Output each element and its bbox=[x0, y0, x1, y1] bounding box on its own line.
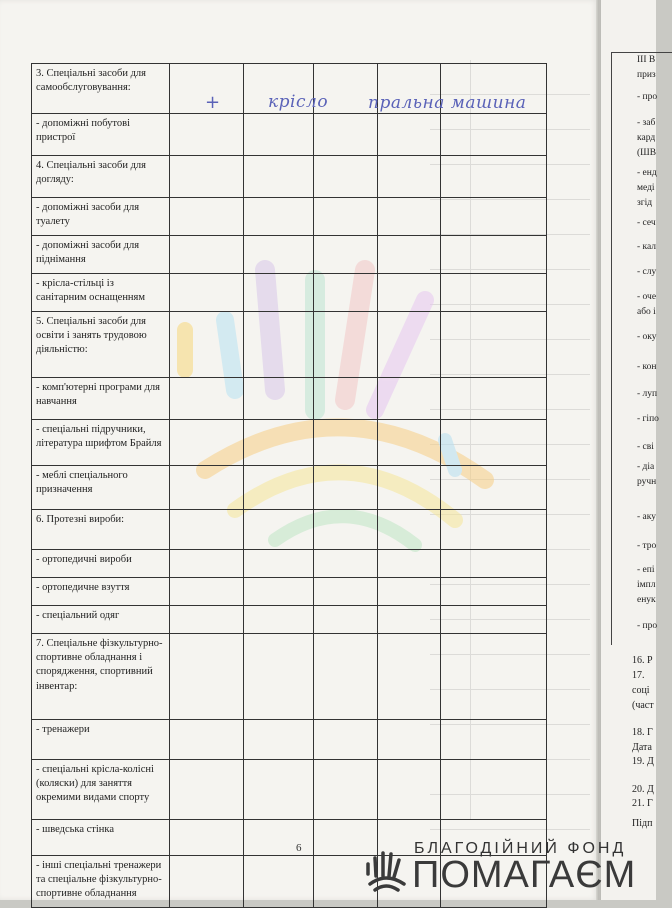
blank-cell bbox=[170, 720, 244, 760]
right-page-line-text: 19. Д bbox=[632, 756, 654, 767]
blank-cell bbox=[378, 510, 441, 550]
blank-cell bbox=[441, 274, 547, 312]
blank-cell bbox=[244, 856, 314, 908]
right-page-line-text: Підп bbox=[632, 818, 653, 829]
blank-cell bbox=[170, 114, 244, 156]
blank-cell bbox=[441, 466, 547, 510]
blank-cell bbox=[441, 760, 547, 820]
blank-cell bbox=[244, 820, 314, 856]
table-row bbox=[32, 236, 547, 274]
blank-cell bbox=[244, 720, 314, 760]
row-label: - спеціальні крісла-колісні (коляски) для заняття окремими видами спорту bbox=[32, 760, 170, 820]
blank-cell bbox=[378, 466, 441, 510]
table-row bbox=[32, 114, 547, 156]
right-page-cell-text: - кал bbox=[637, 242, 657, 252]
blank-cell bbox=[170, 420, 244, 466]
right-page-cell-text: - про bbox=[637, 621, 658, 631]
handwritten-plus: + bbox=[205, 92, 221, 113]
blank-cell bbox=[441, 510, 547, 550]
equipment-table bbox=[31, 63, 547, 908]
right-page-cell-text: або і bbox=[637, 307, 656, 317]
row-label: - спеціальний одяг bbox=[32, 606, 170, 634]
blank-cell bbox=[378, 606, 441, 634]
right-page-line-text: 18. Г bbox=[632, 727, 653, 738]
blank-cell bbox=[441, 420, 547, 466]
blank-cell bbox=[441, 378, 547, 420]
blank-cell bbox=[244, 578, 314, 606]
table-row bbox=[32, 156, 547, 198]
table-row bbox=[32, 378, 547, 420]
blank-cell bbox=[441, 312, 547, 378]
blank-cell bbox=[314, 606, 378, 634]
blank-cell bbox=[378, 634, 441, 720]
blank-cell bbox=[314, 274, 378, 312]
blank-cell bbox=[378, 760, 441, 820]
blank-cell bbox=[378, 378, 441, 420]
right-page-cell-text: імпл bbox=[637, 580, 656, 590]
row-label: - допоміжні побутові пристрої bbox=[32, 114, 170, 156]
right-page-cell-text: енук bbox=[637, 595, 656, 605]
blank-cell bbox=[314, 156, 378, 198]
right-page-cell-text: - гіпо bbox=[637, 414, 659, 424]
blank-cell bbox=[314, 378, 378, 420]
blank-cell bbox=[244, 760, 314, 820]
blank-cell bbox=[170, 578, 244, 606]
blank-cell bbox=[378, 198, 441, 236]
right-page-cell-text: кард bbox=[637, 133, 656, 143]
blank-cell bbox=[170, 466, 244, 510]
right-page-cell-text: - сві bbox=[637, 442, 654, 452]
blank-cell bbox=[170, 760, 244, 820]
blank-cell bbox=[244, 634, 314, 720]
right-page-cell-text: - кон bbox=[637, 362, 657, 372]
blank-cell bbox=[314, 420, 378, 466]
right-page-line-text: 20. Д bbox=[632, 784, 654, 795]
blank-cell bbox=[314, 114, 378, 156]
blank-cell bbox=[170, 820, 244, 856]
blank-cell bbox=[244, 466, 314, 510]
right-page-cell-text: ручн bbox=[637, 477, 657, 487]
blank-cell bbox=[170, 236, 244, 274]
row-label: - тренажери bbox=[32, 720, 170, 760]
table-row bbox=[32, 198, 547, 236]
blank-cell bbox=[378, 420, 441, 466]
row-label: - спеціальні підручники, література шрифтом Брайля bbox=[32, 420, 170, 466]
right-page-cell-text: - аку bbox=[637, 512, 656, 522]
blank-cell bbox=[170, 378, 244, 420]
blank-cell bbox=[441, 550, 547, 578]
right-page-cell-text: - луп bbox=[637, 389, 658, 399]
right-page-line-text: 17. bbox=[632, 670, 645, 681]
table-row bbox=[32, 312, 547, 378]
handwritten-note-washing-machine: пральна машина bbox=[368, 93, 527, 113]
blank-cell bbox=[170, 198, 244, 236]
logo-subtitle: БЛАГОДІЙНИЙ ФОНД bbox=[414, 840, 627, 857]
blank-cell bbox=[378, 236, 441, 274]
row-label: 4. Спеціальні засоби для догляду: bbox=[32, 156, 170, 198]
blank-cell bbox=[244, 510, 314, 550]
blank-cell bbox=[441, 578, 547, 606]
blank-cell bbox=[441, 114, 547, 156]
blank-cell bbox=[314, 198, 378, 236]
foundation-logo bbox=[362, 838, 655, 900]
blank-cell bbox=[441, 634, 547, 720]
row-label: 6. Протезні вироби: bbox=[32, 510, 170, 550]
blank-cell bbox=[378, 720, 441, 760]
blank-cell bbox=[244, 550, 314, 578]
blank-cell bbox=[314, 466, 378, 510]
handwritten-note-chair: крісло bbox=[268, 92, 329, 112]
right-page-cell-text: - заб bbox=[637, 118, 656, 128]
right-page-cell-text: згід bbox=[637, 198, 653, 208]
blank-cell bbox=[314, 312, 378, 378]
row-label: 7. Спеціальне фізкультурно-спортивне обладнання і спорядження, спортивний інвентар: bbox=[32, 634, 170, 720]
blank-cell bbox=[314, 578, 378, 606]
blank-cell bbox=[244, 274, 314, 312]
row-label: - комп'ютерні програми для навчання bbox=[32, 378, 170, 420]
right-page-line-text: соці bbox=[632, 685, 650, 696]
blank-cell bbox=[244, 378, 314, 420]
blank-cell bbox=[314, 720, 378, 760]
blank-cell bbox=[244, 198, 314, 236]
hand-logo-icon bbox=[362, 844, 412, 894]
table-row bbox=[32, 274, 547, 312]
right-page-cell-text: приз bbox=[637, 70, 656, 80]
right-page-cell-text: - діа bbox=[637, 462, 655, 472]
right-page-cell-text: - оче bbox=[637, 292, 657, 302]
row-label: - інші спеціальні тренажери та спеціальне фізкультурно-спортивне обладнання bbox=[32, 856, 170, 908]
right-page-line-text: 21. Г bbox=[632, 798, 653, 809]
table-row bbox=[32, 606, 547, 634]
right-page-cell-text: - епі bbox=[637, 565, 655, 575]
blank-cell bbox=[170, 856, 244, 908]
blank-cell bbox=[170, 156, 244, 198]
right-page-cell-text: ІІІ В bbox=[637, 55, 656, 65]
blank-cell bbox=[170, 274, 244, 312]
right-page-cell-text: - про bbox=[637, 92, 658, 102]
row-label: 3. Спеціальні засоби для самообслуговування: bbox=[32, 64, 170, 114]
blank-cell bbox=[170, 550, 244, 578]
table-row bbox=[32, 510, 547, 550]
blank-cell bbox=[244, 420, 314, 466]
blank-cell bbox=[441, 198, 547, 236]
row-label: - ортопедичне взуття bbox=[32, 578, 170, 606]
blank-cell bbox=[378, 114, 441, 156]
right-page-line-text: (част bbox=[632, 700, 654, 711]
table-row bbox=[32, 420, 547, 466]
row-label: - шведська стінка bbox=[32, 820, 170, 856]
blank-cell bbox=[170, 634, 244, 720]
page-number: 6 bbox=[296, 842, 302, 854]
blank-cell bbox=[378, 550, 441, 578]
table-row bbox=[32, 578, 547, 606]
blank-cell bbox=[244, 312, 314, 378]
right-page-cell-text: меді bbox=[637, 183, 655, 193]
row-label: - меблі спеціального призначення bbox=[32, 466, 170, 510]
blank-cell bbox=[244, 606, 314, 634]
blank-cell bbox=[441, 236, 547, 274]
right-page-cell-text: - сеч bbox=[637, 218, 656, 228]
blank-cell bbox=[378, 578, 441, 606]
row-label: - допоміжні засоби для піднімання bbox=[32, 236, 170, 274]
table-row bbox=[32, 550, 547, 578]
right-page-cell-text: - оку bbox=[637, 332, 657, 342]
blank-cell bbox=[314, 634, 378, 720]
blank-cell bbox=[170, 606, 244, 634]
blank-cell bbox=[441, 720, 547, 760]
right-page-cell-text: (ШВ bbox=[637, 148, 657, 158]
blank-cell bbox=[314, 760, 378, 820]
blank-cell bbox=[378, 274, 441, 312]
table-row bbox=[32, 466, 547, 510]
blank-cell bbox=[378, 156, 441, 198]
blank-cell bbox=[170, 510, 244, 550]
blank-cell bbox=[170, 312, 244, 378]
blank-cell bbox=[314, 236, 378, 274]
blank-cell bbox=[441, 156, 547, 198]
row-label: - допоміжні засоби для туалету bbox=[32, 198, 170, 236]
row-label: - ортопедичні вироби bbox=[32, 550, 170, 578]
right-page-line-text: Дата bbox=[632, 742, 652, 753]
logo-title: ПОМАГАЄМ bbox=[412, 854, 637, 896]
blank-cell bbox=[314, 550, 378, 578]
blank-cell bbox=[244, 156, 314, 198]
right-page-line-text: 16. Р bbox=[632, 655, 653, 666]
right-page-cell-text: - тро bbox=[637, 541, 657, 551]
blank-cell bbox=[441, 606, 547, 634]
right-page-cell-text: - енд bbox=[637, 168, 657, 178]
table-row bbox=[32, 720, 547, 760]
row-label: - крісла-стільці із санітарним оснащенням bbox=[32, 274, 170, 312]
row-label: 5. Спеціальні засоби для освіти і занять трудовою діяльністю: bbox=[32, 312, 170, 378]
table-row bbox=[32, 634, 547, 720]
right-page-cell-text: - слу bbox=[637, 267, 657, 277]
blank-cell bbox=[244, 114, 314, 156]
blank-cell bbox=[244, 236, 314, 274]
blank-cell bbox=[314, 510, 378, 550]
right-page bbox=[600, 0, 659, 900]
table-row bbox=[32, 760, 547, 820]
blank-cell bbox=[378, 312, 441, 378]
